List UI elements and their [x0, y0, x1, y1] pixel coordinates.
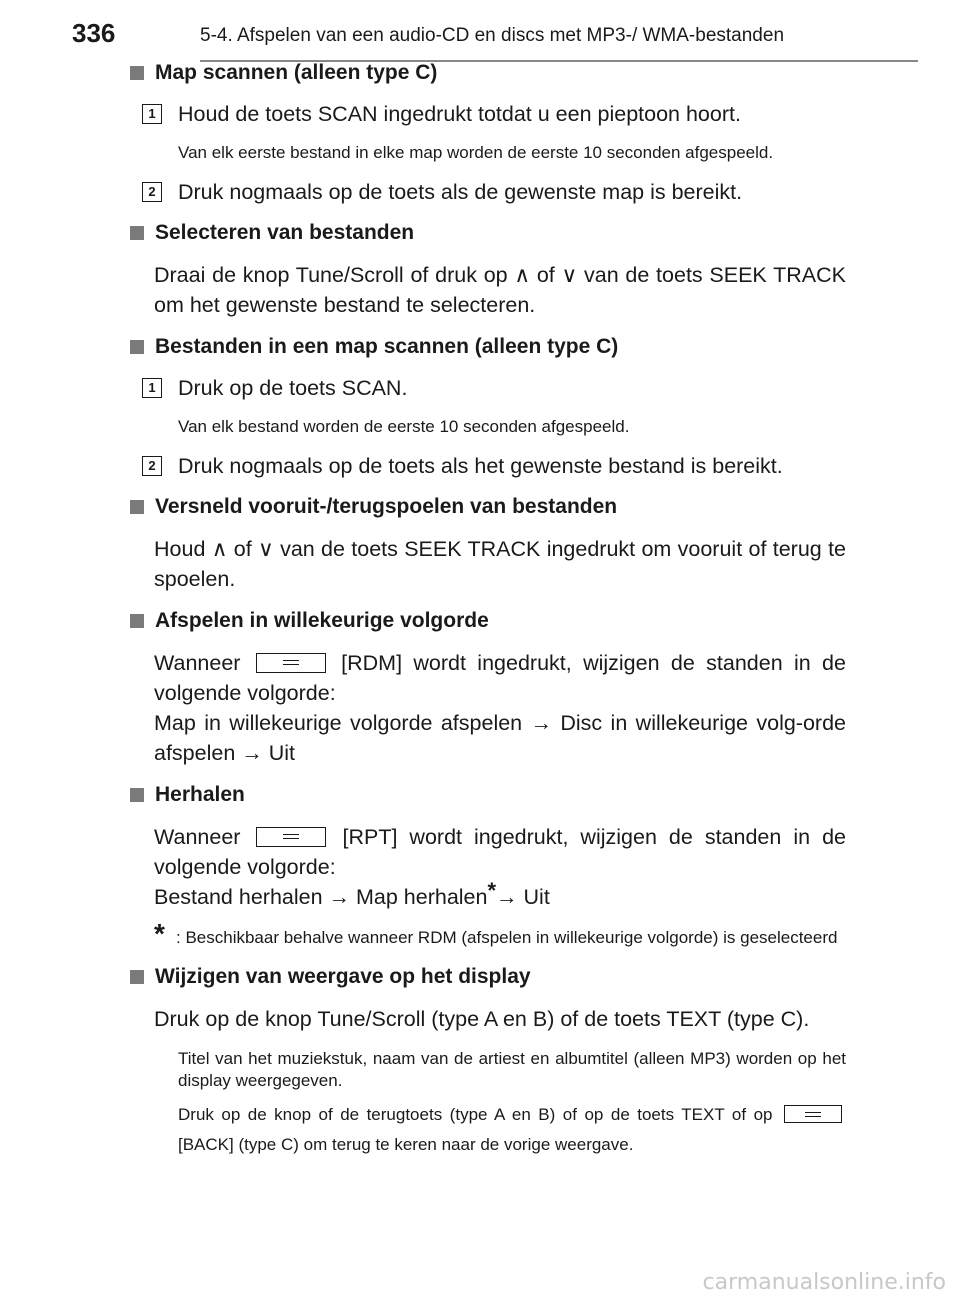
section-heading — [130, 60, 846, 86]
square-bullet-icon — [130, 500, 144, 514]
step-text: Houd de toets SCAN ingedrukt totdat u een pieptoon hoort. — [178, 102, 741, 126]
section-body: Druk op de knop Tune/Scroll (type A en B) of de toets TEXT (type C). — [154, 1007, 810, 1031]
note-text: [BACK] (type C) om terug te keren naar de vorige weergave. — [178, 1135, 634, 1154]
section-heading — [130, 494, 846, 520]
step-note: Van elk bestand worden de eerste 10 seconden afgespeeld. — [178, 417, 630, 436]
step-number-badge: 1 — [142, 378, 162, 398]
rdm-button-icon — [256, 653, 326, 673]
back-button-icon — [784, 1105, 842, 1123]
section-heading — [130, 334, 846, 360]
section-body — [130, 822, 846, 882]
page-content — [130, 60, 846, 1174]
chapter-title: 5-4. Afspelen van een audio-CD en discs met MP3-/ WMA-bestanden — [200, 25, 785, 46]
note-text: Druk op de knop of de terugtoets (type A en B) of op de toets TEXT of op — [178, 1105, 773, 1124]
mode-sequence — [130, 878, 846, 912]
step-number-badge: 2 — [142, 182, 162, 202]
step-text: Druk nogmaals op de toets als het gewenste bestand is bereikt. — [178, 454, 783, 478]
section-note: Titel van het muziekstuk, naam van de artiest en albumtitel (alleen MP3) worden op het display weergegeven. — [178, 1049, 846, 1090]
section-heading — [130, 220, 846, 246]
section-title: Versneld vooruit-/terugspoelen van bestanden — [155, 495, 618, 518]
section-title: Herhalen — [155, 783, 245, 806]
section-heading — [130, 964, 846, 990]
body-text: [RPT] wordt ingedrukt, wijzigen de standen in de volgende volgorde: — [154, 825, 846, 879]
mode-sequence: Map in willekeurige volgorde afspelen → Disc in willekeurige volg-orde afspelen → Uit — [154, 711, 846, 765]
square-bullet-icon — [130, 614, 144, 628]
footnote-asterisk: * — [487, 878, 497, 903]
footnote-text: : Beschikbaar behalve wanneer RDM (afspelen in willekeurige volgorde) is geselecteerd — [176, 928, 838, 947]
step-item — [130, 100, 846, 128]
footnote-mark: * — [154, 918, 165, 949]
section-body: Houd ∧ of ∨ van de toets SEEK TRACK ingedrukt om vooruit of terug te spoelen. — [154, 537, 846, 591]
page-number: 336 — [72, 18, 116, 48]
step-text: Druk nogmaals op de toets als de gewenste map is bereikt. — [178, 180, 743, 204]
square-bullet-icon — [130, 66, 144, 80]
step-item — [130, 178, 846, 206]
step-note: Van elk eerste bestand in elke map worden de eerste 10 seconden afgespeeld. — [178, 143, 774, 162]
section-body — [130, 648, 846, 708]
watermark: carmanualsonline.info — [702, 1270, 946, 1295]
body-text: Wanneer — [154, 651, 241, 675]
body-text: Wanneer — [154, 825, 241, 849]
square-bullet-icon — [130, 970, 144, 984]
section-title: Map scannen (alleen type C) — [155, 61, 438, 84]
section-title: Wijzigen van weergave op het display — [155, 965, 531, 988]
sequence-text: Bestand herhalen → Map herhalen — [154, 885, 488, 909]
square-bullet-icon — [130, 226, 144, 240]
section-heading — [130, 782, 846, 808]
sequence-text: → Uit — [496, 885, 550, 909]
step-text: Druk op de toets SCAN. — [178, 376, 408, 400]
section-title: Afspelen in willekeurige volgorde — [155, 609, 489, 632]
step-item — [130, 374, 846, 402]
step-number-badge: 2 — [142, 456, 162, 476]
step-number-badge: 1 — [142, 104, 162, 124]
section-heading — [130, 608, 846, 634]
section-body: Draai de knop Tune/Scroll of druk op ∧ of ∨ van de toets SEEK TRACK om het gewenste bestand te selecteren. — [154, 263, 846, 317]
page-header — [72, 18, 952, 54]
section-note — [130, 1100, 846, 1160]
rpt-button-icon — [256, 827, 326, 847]
square-bullet-icon — [130, 340, 144, 354]
step-item — [130, 452, 846, 480]
section-title: Bestanden in een map scannen (alleen type C) — [155, 335, 619, 358]
footnote — [130, 918, 846, 950]
body-text: [RDM] wordt ingedrukt, wijzigen de standen in de volgende volgorde: — [154, 651, 846, 705]
square-bullet-icon — [130, 788, 144, 802]
section-title: Selecteren van bestanden — [155, 221, 415, 244]
